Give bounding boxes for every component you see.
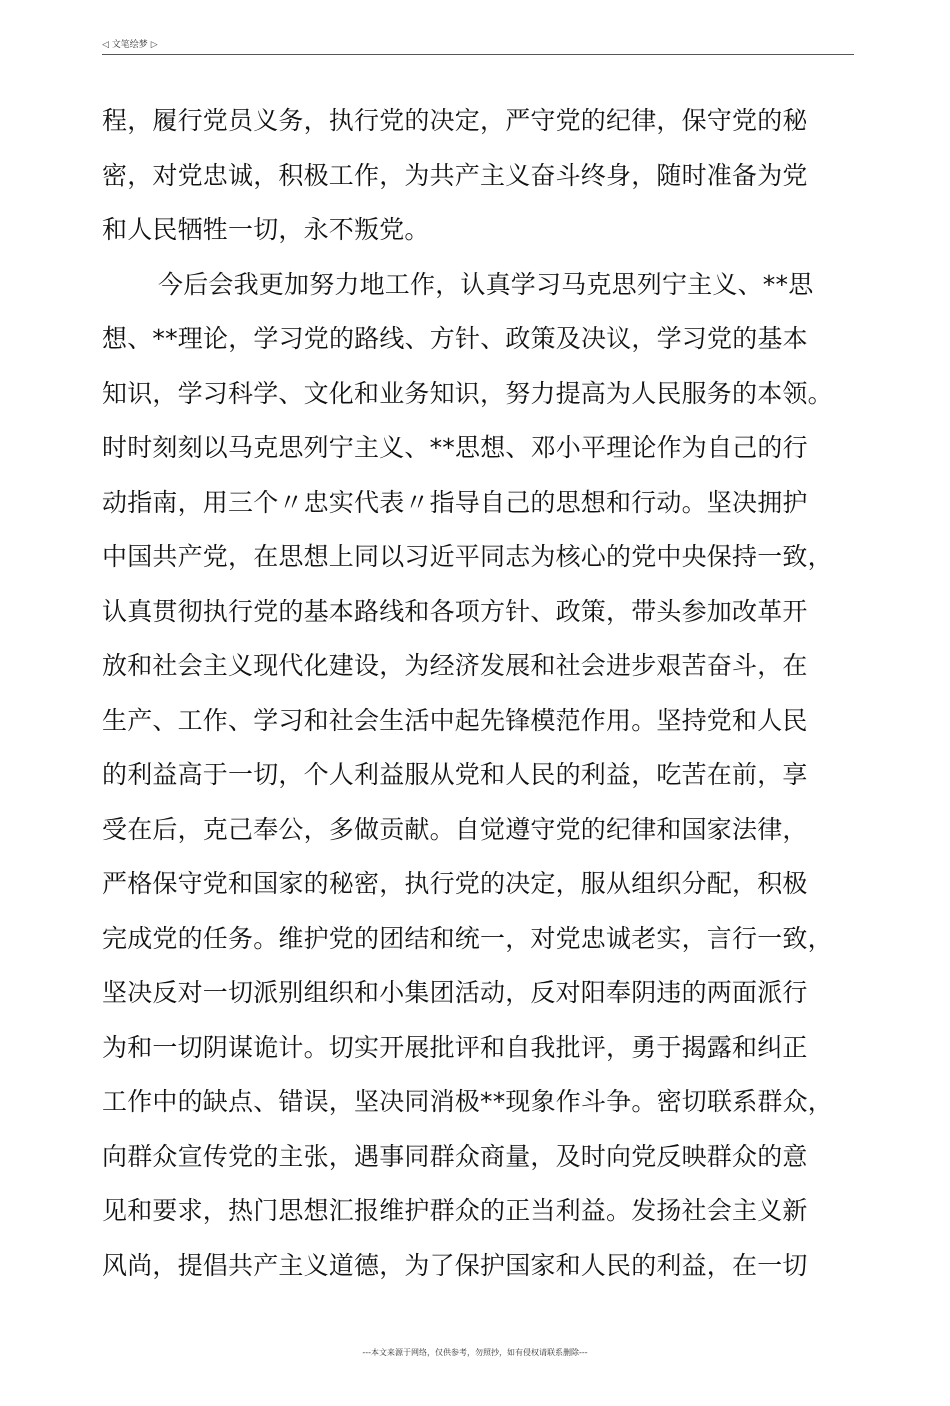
- text-line: 和人民牺牲一切，永不叛党。: [102, 215, 430, 244]
- text-line: 风尚，提倡共产主义道德，为了保护国家和人民的利益，在一切: [102, 1250, 808, 1280]
- left-triangle-icon: ◁: [102, 40, 109, 50]
- right-triangle-icon: ▷: [150, 40, 158, 50]
- text-line: 工作中的缺点、错误，坚决同消极**现象作斗争。密切联系群众，: [102, 1087, 834, 1116]
- text-line: 完成党的任务。维护党的团结和统一，对党忠诚老实，言行一致，: [102, 923, 833, 953]
- text-line: 知识，学习科学、文化和业务知识，努力提高为人民服务的本领。: [102, 378, 833, 408]
- text-line: 生产、工作、学习和社会生活中起先锋模范作用。坚持党和人民: [102, 705, 808, 735]
- text-line: 程，履行党员义务，执行党的决定，严守党的纪律，保守党的秘: [102, 106, 808, 135]
- text-line: 为和一切阴谋诡计。切实开展批评和自我批评，勇于揭露和纠正: [102, 1032, 808, 1062]
- text-line: 受在后，克己奉公，多做贡献。自觉遵守党的纪律和国家法律，: [102, 814, 808, 844]
- text-line: 认真贯彻执行党的基本路线和各项方针、政策，带头参加改革开: [102, 596, 808, 626]
- text-line: 中国共产党，在思想上同以习近平同志为核心的党中央保持一致，: [102, 542, 833, 571]
- text-line: 严格保守党和国家的秘密，执行党的决定，服从组织分配，积极: [102, 869, 808, 898]
- text-line: 坚决反对一切派别组织和小集团活动，反对阳奉阴违的两面派行: [102, 978, 808, 1007]
- document-body: [102, 94, 862, 1293]
- page-header: [102, 38, 854, 55]
- text-line: 放和社会主义现代化建设，为经济发展和社会进步艰苦奋斗，在: [102, 651, 808, 680]
- text-line: 动指南，用三个〃忠实代表〃指导自己的思想和行动。坚决拥护: [102, 487, 808, 517]
- header-title: 文笔绘梦: [111, 40, 148, 50]
- paragraph-first-line: 今后会我更加努力地工作，认真学习马克思列宁主义、**思: [158, 269, 814, 299]
- text-line: 想、**理论，学习党的路线、方针、政策及决议，学习党的基本: [102, 324, 808, 353]
- text-line: 向群众宣传党的主张，遇事同群众商量，及时向党反映群众的意: [102, 1141, 808, 1171]
- page-footer: ---本文来源于网络，仅供参考，勿照抄，如有侵权请联系删除---: [362, 1348, 588, 1357]
- text-line: 密，对党忠诚，积极工作，为共产主义奋斗终身，随时准备为党: [102, 160, 808, 190]
- text-line: 见和要求，热门思想汇报维护群众的正当利益。发扬社会主义新: [102, 1196, 808, 1225]
- text-line: 的利益高于一切，个人利益服从党和人民的利益，吃苦在前，享: [102, 760, 808, 789]
- text-line: 时时刻刻以马克思列宁主义、**思想、邓小平理论作为自己的行: [102, 433, 808, 462]
